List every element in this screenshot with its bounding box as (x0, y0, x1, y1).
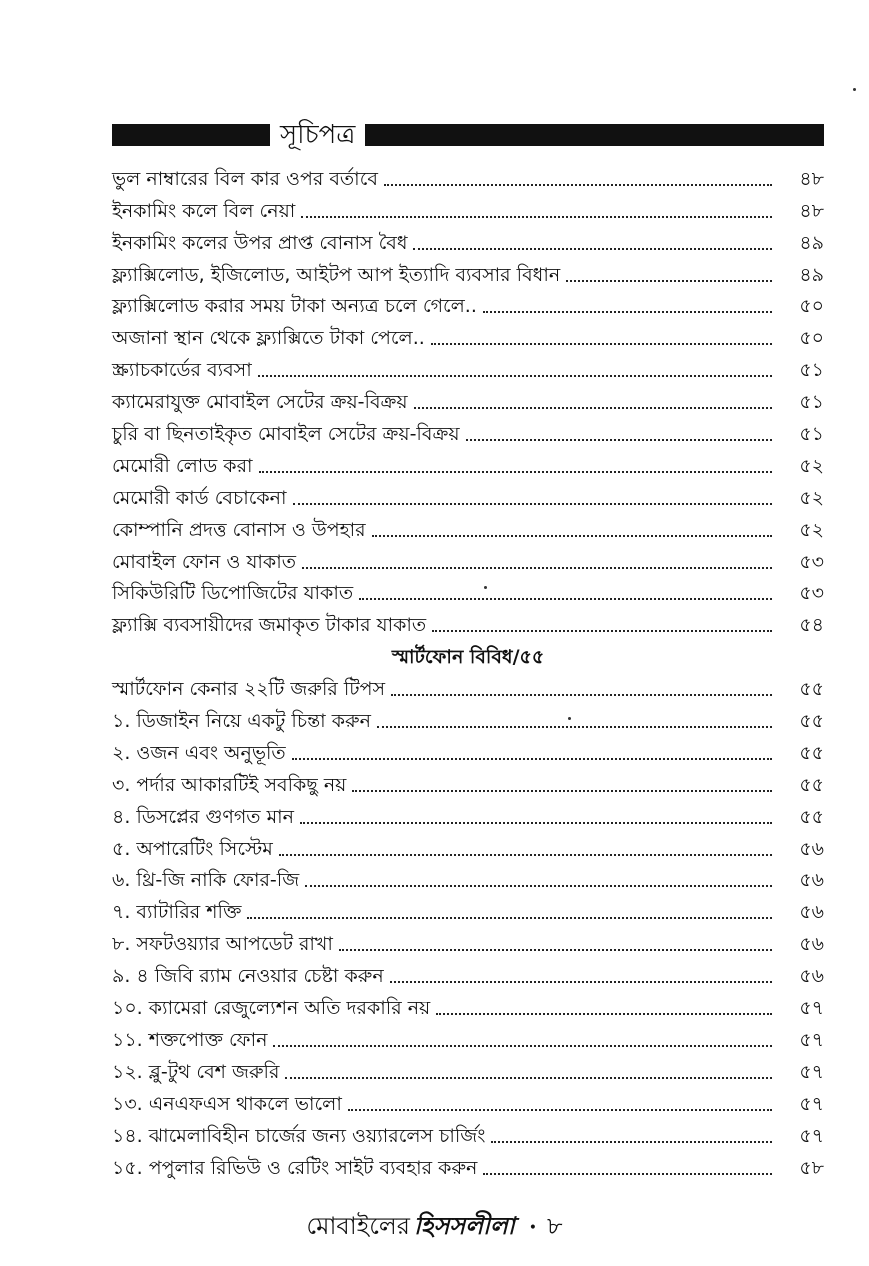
toc-entry-title: ১২. ব্লু-টুথ বেশ জরুরি (112, 1060, 280, 1083)
toc-entry-title: ক্যামেরাযুক্ত মোবাইল সেটের ক্রয়-বিক্রয় (112, 391, 408, 414)
toc-entry-title: মোবাইল ফোন ও যাকাত (112, 550, 296, 573)
dot-leader (247, 917, 772, 919)
toc-entry-title: ইনকামিং কলে বিল নেয়া (112, 199, 296, 222)
toc-page-number: ৫২ (799, 518, 824, 541)
toc-page-number: ৪৯ (799, 263, 824, 286)
dot-leader (301, 216, 772, 218)
toc-entry (112, 383, 824, 415)
dot-leader (372, 535, 772, 537)
toc-page-number: ৫৩ (799, 550, 824, 573)
toc-entry (112, 319, 824, 351)
dot-leader (352, 790, 772, 792)
toc-entry-title: ১. ডিজাইন নিয়ে একটু চিন্তা করুন (112, 710, 371, 733)
footer-book-title-script: হিসসলীলা (413, 1211, 515, 1240)
toc-entry (112, 1085, 824, 1117)
toc-entry-title: ইনকামিং কলের উপর প্রাপ্ত বোনাস বৈধ (112, 231, 408, 254)
toc-page-number: ৫৪ (799, 614, 824, 637)
toc-entry-title: ৮. সফটওয়্যার আপডেট রাখা (112, 933, 333, 956)
toc-page-number: ৫১ (799, 391, 824, 414)
toc-entry-title: ১৫. পপুলার রিভিউ ও রেটিং সাইট ব্যবহার করুন (112, 1156, 478, 1179)
header-bar-right (365, 124, 824, 146)
toc-page-number: ৫২ (799, 454, 824, 477)
dot-leader (259, 471, 772, 473)
toc-entry-title: স্ক্র্যাচকার্ডের ব্যবসা (112, 359, 252, 382)
toc-entry-title: ১০. ক্যামেরা রেজুল্যেশন অতি দরকারি নয় (112, 997, 431, 1020)
toc-entry (112, 543, 824, 575)
toc-entry-title: ৬. থ্রি-জি নাকি ফোর-জি (112, 869, 300, 892)
toc-entry-title: চুরি বা ছিনতাইকৃত মোবাইল সেটের ক্রয়-বিক্রয় (112, 423, 460, 446)
toc-page-number: ৫২ (799, 486, 824, 509)
dot-leader (431, 343, 772, 345)
toc-entry-title: ১৩. এনএফএস থাকলে ভালো (112, 1092, 342, 1115)
toc-header (112, 118, 824, 152)
toc-entry-title: স্মার্টফোন কেনার ২২টি জরুরি টিপস (112, 678, 386, 701)
toc-entry-title: ৪. ডিসপ্লের গুণগত মান (112, 805, 294, 828)
toc-entry (112, 925, 824, 957)
toc-page-number: ৫৫ (799, 805, 824, 828)
toc-page-number: ৫৬ (799, 965, 824, 988)
toc-entry (112, 893, 824, 925)
toc-entry (112, 192, 824, 224)
dot-leader (292, 758, 772, 760)
toc-entry-title: ৫. অপারেটিং সিস্টেম (112, 837, 273, 860)
toc-entry (112, 351, 824, 383)
toc-entry (112, 862, 824, 894)
toc-entry (112, 989, 824, 1021)
toc-entry (112, 702, 824, 734)
toc-entry-title: মেমোরী কার্ড বেচাকেনা (112, 486, 287, 509)
toc-entry-title: ৯. ৪ জিবি র‌্যাম নেওয়ার চেষ্টা করুন (112, 965, 384, 988)
footer-page-number: ৮ (547, 1212, 563, 1240)
toc-entry-title: ৭. ব্যাটারির শক্তি (112, 901, 242, 924)
toc-entry-title: ফ্ল্যাক্সিলোড, ইজিলোড, আইটপ আপ ইত্যাদি ব্যবসার বিধান (112, 263, 561, 286)
toc-page-number: ৪৯ (799, 231, 824, 254)
toc-page-number: ৫৬ (799, 933, 824, 956)
toc-entry (112, 1149, 824, 1181)
toc-entry (112, 575, 824, 607)
toc-page-number: ৫৬ (799, 901, 824, 924)
toc-entry-title: ভুল নাম্বারের বিল কার ওপর বর্তাবে (112, 167, 378, 190)
toc-entry-title: ১১. শক্তপোক্ত ফোন (112, 1028, 268, 1051)
dot-leader (466, 439, 772, 441)
toc-page-number: ৫০ (799, 327, 824, 350)
scan-speck (568, 717, 571, 720)
toc-entry (112, 957, 824, 989)
dot-leader (339, 949, 772, 951)
dot-leader (258, 375, 772, 377)
dot-leader (377, 726, 772, 728)
toc-entry-title: অজানা স্থান থেকে ফ্ল্যাক্সিতে টাকা পেলে.. (112, 327, 425, 350)
toc-page-number: ৫৫ (799, 678, 824, 701)
toc-entry-title: ফ্ল্যাক্সি ব্যবসায়ীদের জমাকৃত টাকার যাকাত (112, 614, 427, 637)
toc-page-number: ৫৭ (799, 1092, 824, 1115)
dot-leader (384, 184, 772, 186)
dot-leader (359, 598, 772, 600)
toc-page-number: ৫৬ (799, 837, 824, 860)
toc-entry (112, 1053, 824, 1085)
dot-leader (285, 1077, 772, 1079)
toc-entry (112, 766, 824, 798)
toc-page-number: ৫৭ (799, 997, 824, 1020)
toc-entry (112, 511, 824, 543)
dot-leader (491, 1141, 772, 1143)
toc-page-number: ৫১ (799, 359, 824, 382)
toc-entry-title: ১৪. ঝামেলাবিহীন চার্জের জন্য ওয়্যারলেস চার্জিং (112, 1124, 486, 1147)
dot-leader (413, 248, 772, 250)
dot-leader (348, 1109, 772, 1111)
toc-entry (112, 224, 824, 256)
toc-page-number: ৫৭ (799, 1028, 824, 1051)
table-of-contents (112, 160, 824, 1181)
dot-leader (391, 694, 772, 696)
toc-entry-title: ৩. পর্দার আকারটিই সবকিছু নয় (112, 773, 347, 796)
toc-entry (112, 256, 824, 288)
toc-entry (112, 288, 824, 320)
footer-book-title: মোবাইলের (306, 1212, 410, 1240)
toc-page-number: ৫৫ (799, 710, 824, 733)
header-bar-left (112, 124, 270, 146)
toc-entry-title: ফ্ল্যাক্সিলোড করার সময় টাকা অন্যত্র চলে গেলে.. (112, 295, 477, 318)
toc-page-number: ৫৫ (799, 741, 824, 764)
toc-page-number: ৫৭ (799, 1124, 824, 1147)
dot-leader (483, 311, 772, 313)
toc-page-number: ৫৫ (799, 773, 824, 796)
dot-leader (305, 885, 772, 887)
dot-leader (300, 822, 772, 824)
dot-leader (483, 1173, 772, 1175)
toc-page-number: ৪৮ (799, 167, 824, 190)
toc-page-number: ৫৮ (799, 1156, 824, 1179)
dot-leader (302, 567, 772, 569)
toc-entry (112, 734, 824, 766)
dot-leader (436, 1013, 772, 1015)
toc-entry (112, 479, 824, 511)
dot-leader (390, 981, 772, 983)
toc-entry (112, 447, 824, 479)
toc-page-number: ৪৮ (799, 199, 824, 222)
toc-entry-title: কোম্পানি প্রদত্ত বোনাস ও উপহার (112, 518, 366, 541)
page-footer (0, 1208, 869, 1248)
scan-speck (484, 586, 487, 589)
dot-leader (273, 1045, 772, 1047)
scan-speck (853, 88, 856, 91)
footer-bullet: • (528, 1220, 538, 1236)
dot-leader (414, 407, 772, 409)
dot-leader (279, 854, 772, 856)
toc-entry (112, 798, 824, 830)
toc-page-number: ৫১ (799, 423, 824, 446)
toc-entry (112, 830, 824, 862)
toc-entry (112, 670, 824, 702)
page-title: সূচিপত্র (280, 120, 356, 150)
toc-entry-title: ২. ওজন এবং অনুভূতি (112, 741, 286, 764)
toc-entry (112, 1117, 824, 1149)
dot-leader (566, 280, 772, 282)
toc-entry-title: মেমোরী লোড করা (112, 454, 253, 477)
section-heading: স্মার্টফোন বিবিধ/৫৫ (391, 646, 545, 669)
toc-entry (112, 1021, 824, 1053)
toc-page-number: ৫০ (799, 295, 824, 318)
toc-entry (112, 415, 824, 447)
toc-entry (112, 160, 824, 192)
toc-page-number: ৫৩ (799, 582, 824, 605)
dot-leader (293, 503, 772, 505)
dot-leader (432, 630, 772, 632)
toc-page-number: ৫৬ (799, 869, 824, 892)
toc-entry (112, 606, 824, 638)
toc-entry-title: সিকিউরিটি ডিপোজিটের যাকাত (112, 582, 354, 605)
toc-page-number: ৫৭ (799, 1060, 824, 1083)
